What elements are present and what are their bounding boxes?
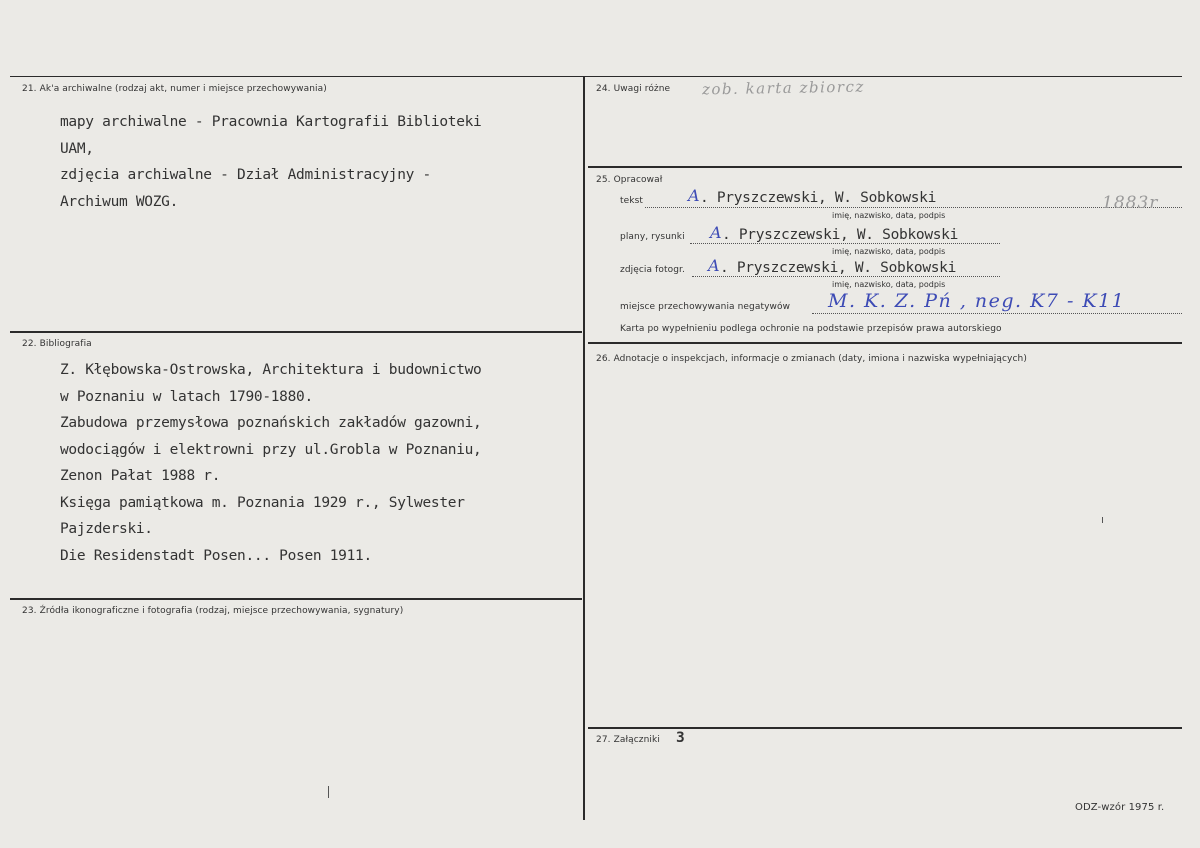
rule-section-23	[10, 598, 582, 600]
negatywy-value: M. K. Z. Pń , neg. K7 - K11	[828, 290, 1126, 312]
section-21-label: 21. Ak'a archiwalne (rodzaj akt, numer i miejsce przechowywania)	[22, 84, 327, 94]
section-27-value: 3	[676, 730, 685, 746]
tekst-initial: A	[688, 186, 700, 205]
plany-caption: imię, nazwisko, data, podpis	[832, 247, 946, 256]
stray-mark	[1102, 517, 1103, 523]
section-24-label: 24. Uwagi różne	[596, 84, 671, 94]
bibliography-line: Z. Kłębowska-Ostrowska, Architektura i budownictwo	[60, 362, 482, 378]
negatywy-dotted-line	[812, 313, 1182, 314]
plany-label: plany, rysunki	[620, 232, 685, 242]
rule-section-27	[588, 727, 1182, 729]
bibliography-line: Zabudowa przemysłowa poznańskich zakładów gazowni,	[60, 415, 482, 431]
tekst-value: . Pryszczewski, W. Sobkowski	[700, 190, 937, 206]
section-25-label: 25. Opracował	[596, 175, 663, 185]
tekst-pencil-year: 1883r	[1102, 193, 1159, 213]
column-divider	[583, 76, 585, 820]
section-23-label: 23. Źródła ikonograficzne i fotografia (rodzaj, miejsce przechowywania, sygnatury)	[22, 606, 404, 616]
section-21-line: zdjęcia archiwalne - Dział Administracyjny -	[60, 167, 431, 183]
bibliography-line: Pajzderski.	[60, 521, 153, 537]
rule-section-22	[10, 331, 582, 333]
zdjecia-caption: imię, nazwisko, data, podpis	[832, 280, 946, 289]
section-22-label: 22. Bibliografia	[22, 339, 92, 349]
section-24-handwritten-note: zob. karta zbiorcz	[701, 77, 865, 99]
protection-note: Karta po wypełnieniu podlega ochronie na podstawie przepisów prawa autorskiego	[620, 324, 1002, 334]
section-27-label: 27. Załączniki	[596, 735, 660, 745]
section-22-content	[60, 357, 482, 569]
zdjecia-value: . Pryszczewski, W. Sobkowski	[720, 260, 957, 276]
rule-section-26	[588, 342, 1182, 344]
bibliography-line: Zenon Pałat 1988 r.	[60, 468, 221, 484]
bibliography-line: wodociągów i elektrowni przy ul.Grobla w Poznaniu,	[60, 441, 482, 458]
plany-initial: A	[710, 223, 722, 242]
plany-value: . Pryszczewski, W. Sobkowski	[722, 227, 959, 243]
section-21-line: Archiwum WOZG.	[60, 193, 179, 210]
zdjecia-initial: A	[708, 256, 720, 275]
section-26-label: 26. Adnotacje o inspekcjach, informacje o zmianach (daty, imiona i nazwiska wypełniających)	[596, 354, 1027, 364]
section-21-line: mapy archiwalne - Pracownia Kartografii Biblioteki	[60, 114, 482, 130]
bibliography-line: Księga pamiątkowa m. Poznania 1929 r., Sylwester	[60, 494, 465, 511]
section-21-content	[60, 109, 482, 215]
plany-dotted-line	[690, 243, 1000, 244]
bibliography-line: Die Residenstadt Posen... Posen 1911.	[60, 547, 372, 564]
zdjecia-dotted-line	[692, 276, 1000, 277]
stray-mark	[328, 786, 329, 798]
section-21-line: UAM,	[60, 140, 94, 157]
rule-section-25	[588, 166, 1182, 168]
zdjecia-label: zdjęcia fotogr.	[620, 265, 685, 275]
top-rule	[10, 76, 1182, 77]
tekst-caption: imię, nazwisko, data, podpis	[832, 211, 946, 220]
tekst-label: tekst	[620, 196, 643, 206]
form-id-footer: ODZ-wzór 1975 r.	[1075, 802, 1165, 813]
bibliography-line: w Poznaniu w latach 1790-1880.	[60, 388, 313, 405]
negatywy-label: miejsce przechowywania negatywów	[620, 302, 791, 312]
